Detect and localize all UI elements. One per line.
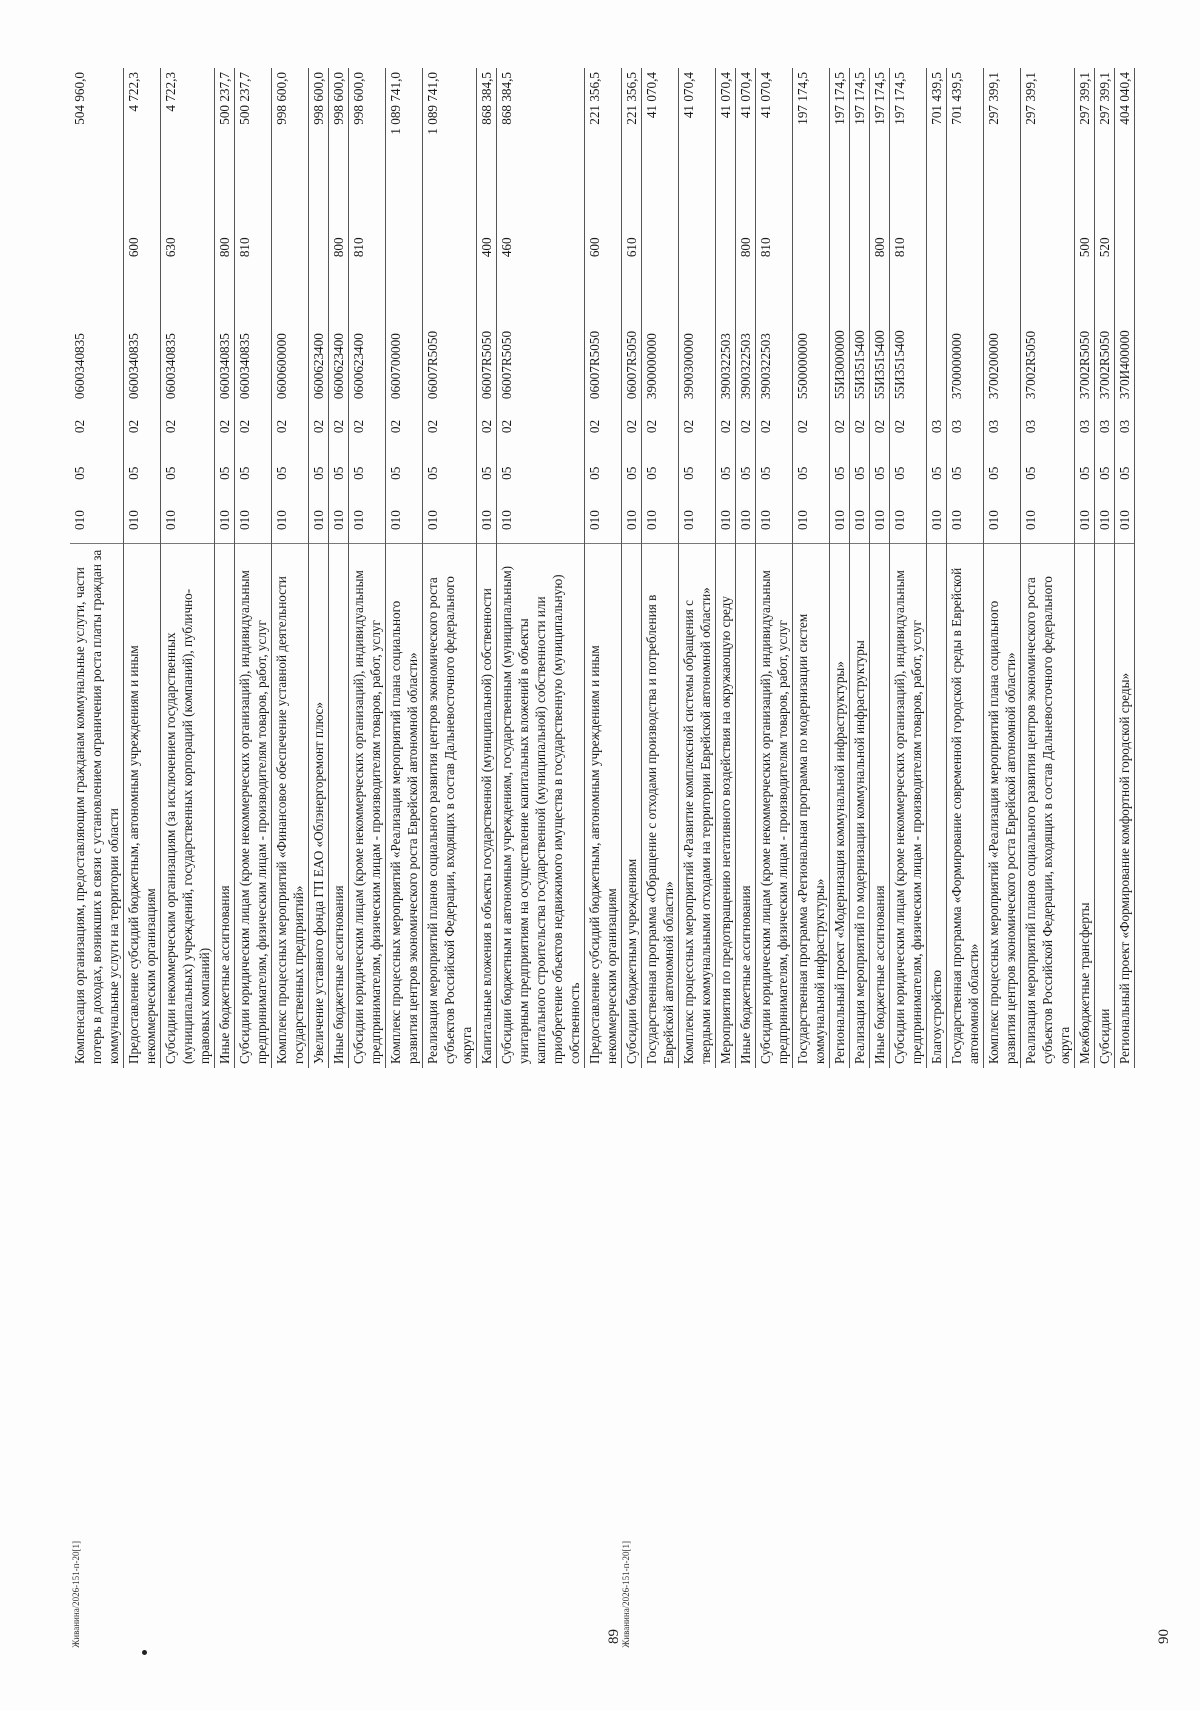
code-pr: 02	[736, 403, 756, 450]
code-csr: 3900322503	[716, 273, 736, 403]
code-rz: 05	[830, 450, 850, 497]
row-name: Иные бюджетные ассигнования	[870, 544, 890, 1068]
row-name: Мероприятия по предотвращению негативного воздействия на окружающую среду	[716, 544, 736, 1068]
scan-speck	[142, 1650, 147, 1655]
amount: 868 384,5	[477, 68, 497, 221]
code-rz: 05	[215, 450, 235, 497]
code-csr: 3900300000	[679, 273, 716, 403]
amount: 197 174,5	[830, 68, 850, 221]
code-rz: 05	[349, 450, 386, 497]
table-row	[215, 68, 235, 1068]
row-name: Субсидии бюджетным учреждениям	[622, 544, 642, 1068]
code-rz: 05	[1095, 450, 1115, 497]
amount: 500 237,7	[215, 68, 235, 221]
code-vr	[386, 221, 423, 273]
code-rz: 05	[161, 450, 215, 497]
amount: 998 600,0	[272, 68, 309, 221]
code-vr: 810	[349, 221, 386, 273]
code-vr	[830, 221, 850, 273]
amount: 504 960,0	[70, 68, 124, 221]
row-name: Государственная программа «Региональная программа по модернизации систем коммунальной инфраструктуры»	[793, 544, 830, 1068]
code-vr	[793, 221, 830, 273]
code-pr: 02	[850, 403, 870, 450]
code-csr: 370И400000	[1115, 273, 1135, 403]
document-page-left	[71, 28, 625, 1668]
code-csr: 06007R5050	[622, 273, 642, 403]
row-name: Благоустройство	[927, 544, 947, 1068]
code-gr: 010	[947, 497, 984, 544]
page-number: 90	[1156, 1629, 1172, 1644]
code-gr: 010	[1095, 497, 1115, 544]
code-gr: 010	[1021, 497, 1075, 544]
code-gr: 010	[386, 497, 423, 544]
code-gr: 010	[756, 497, 793, 544]
table-row	[585, 68, 622, 1068]
code-pr: 02	[870, 403, 890, 450]
code-rz: 05	[386, 450, 423, 497]
code-rz: 05	[497, 450, 585, 497]
code-csr: 06007R5050	[477, 273, 497, 403]
code-rz: 05	[756, 450, 793, 497]
row-name: Региональный проект «Формирование комфортной городской среды»	[1115, 544, 1135, 1068]
table-row	[309, 68, 329, 1068]
code-pr: 02	[161, 403, 215, 450]
row-name: Комплекс процессных мероприятий «Развитие комплексной системы обращения с твердыми коммунальными отходами на территории Еврейской автономной области»	[679, 544, 716, 1068]
row-name: Реализация мероприятий по модернизации коммунальной инфраструктуры	[850, 544, 870, 1068]
code-csr: 0600600000	[272, 273, 309, 403]
code-vr	[850, 221, 870, 273]
code-csr: 5500000000	[793, 273, 830, 403]
code-pr: 02	[642, 403, 679, 450]
row-name: Субсидии юридическим лицам (кроме некоммерческих организаций), индивидуальным предпринимателям, физическим лицам - производителям товаров, работ, услуг	[890, 544, 927, 1068]
amount: 4 722,3	[161, 68, 215, 221]
code-pr: 02	[756, 403, 793, 450]
table-row	[736, 68, 756, 1068]
table-row	[349, 68, 386, 1068]
code-rz: 05	[309, 450, 329, 497]
table-row	[423, 68, 477, 1068]
code-pr: 02	[830, 403, 850, 450]
code-vr: 460	[497, 221, 585, 273]
code-gr: 010	[793, 497, 830, 544]
code-pr: 02	[679, 403, 716, 450]
code-csr: 0600623400	[349, 273, 386, 403]
row-name: Межбюджетные трансферты	[1075, 544, 1095, 1068]
document-stamp: Живанина/2026-151-п-20[1]	[621, 1541, 631, 1648]
table-row	[1095, 68, 1115, 1068]
code-csr: 06007R5050	[585, 273, 622, 403]
code-csr	[927, 273, 947, 403]
row-name: Государственная программа «Формирование современной городской среды в Еврейской автономной области»	[947, 544, 984, 1068]
table-row	[1115, 68, 1135, 1068]
table-row	[870, 68, 890, 1068]
amount: 197 174,5	[850, 68, 870, 221]
table-row	[386, 68, 423, 1068]
table-row	[235, 68, 272, 1068]
amount: 41 070,4	[679, 68, 716, 221]
code-gr: 010	[497, 497, 585, 544]
code-vr	[1021, 221, 1075, 273]
code-rz: 05	[890, 450, 927, 497]
code-rz: 05	[679, 450, 716, 497]
code-pr: 02	[890, 403, 927, 450]
code-rz: 05	[642, 450, 679, 497]
row-name: Предоставление субсидий бюджетным, автономным учреждениям и иным некоммерческим организациям	[585, 544, 622, 1068]
code-rz: 05	[1021, 450, 1075, 497]
amount: 221 356,5	[585, 68, 622, 221]
row-name: Капитальные вложения в объекты государственной (муниципальной) собственности	[477, 544, 497, 1068]
row-name: Субсидии	[1095, 544, 1115, 1068]
code-vr	[309, 221, 329, 273]
code-vr	[642, 221, 679, 273]
amount: 197 174,5	[890, 68, 927, 221]
code-vr: 800	[215, 221, 235, 273]
code-rz: 05	[870, 450, 890, 497]
row-name: Иные бюджетные ассигнования	[215, 544, 235, 1068]
code-gr: 010	[124, 497, 161, 544]
row-name: Предоставление субсидий бюджетным, автономным учреждениям и иным некоммерческим организациям	[124, 544, 161, 1068]
amount: 4 722,3	[124, 68, 161, 221]
table-row	[1075, 68, 1095, 1068]
code-pr: 02	[585, 403, 622, 450]
row-name: Субсидии юридическим лицам (кроме некоммерческих организаций), индивидуальным предпринимателям, физическим лицам - производителям товаров, работ, услуг	[756, 544, 793, 1068]
code-vr	[927, 221, 947, 273]
code-csr: 3900322503	[736, 273, 756, 403]
row-name: Увеличение уставного фонда ГП ЕАО «Облэнергоремонт плюс»	[309, 544, 329, 1068]
table-row	[679, 68, 716, 1068]
amount: 701 439,5	[927, 68, 947, 221]
amount: 998 600,0	[329, 68, 349, 221]
amount: 297 399,1	[984, 68, 1021, 221]
code-vr: 610	[622, 221, 642, 273]
amount: 197 174,5	[870, 68, 890, 221]
row-name: Комплекс процессных мероприятий «Реализация мероприятий плана социального развития центров экономического роста Еврейской автономной области»	[386, 544, 423, 1068]
table-row	[793, 68, 830, 1068]
row-name: Иные бюджетные ассигнования	[329, 544, 349, 1068]
code-rz: 05	[272, 450, 309, 497]
table-row	[161, 68, 215, 1068]
code-rz: 05	[124, 450, 161, 497]
code-rz: 05	[850, 450, 870, 497]
code-pr: 03	[1095, 403, 1115, 450]
code-csr: 37002R5050	[1095, 273, 1115, 403]
code-pr: 02	[497, 403, 585, 450]
code-vr: 810	[756, 221, 793, 273]
code-pr: 02	[477, 403, 497, 450]
table-row	[642, 68, 679, 1068]
amount: 297 399,1	[1095, 68, 1115, 221]
code-rz: 05	[793, 450, 830, 497]
row-name: Субсидии некоммерческим организациям (за исключением государственных (муниципальных) учреждений, государственных корпораций (компаний), публично-правовых компаний)	[161, 544, 215, 1068]
table-row	[984, 68, 1021, 1068]
code-gr: 010	[890, 497, 927, 544]
table-row	[947, 68, 984, 1068]
code-vr	[272, 221, 309, 273]
code-pr: 03	[947, 403, 984, 450]
table-row	[850, 68, 870, 1068]
amount: 404 040,4	[1115, 68, 1135, 221]
code-vr	[1115, 221, 1135, 273]
code-pr: 03	[1075, 403, 1095, 450]
code-vr	[716, 221, 736, 273]
code-vr: 400	[477, 221, 497, 273]
code-rz: 05	[329, 450, 349, 497]
row-name: Субсидии юридическим лицам (кроме некоммерческих организаций), индивидуальным предпринимателям, физическим лицам - производителям товаров, работ, услуг	[349, 544, 386, 1068]
code-rz: 05	[927, 450, 947, 497]
code-csr: 3900322503	[756, 273, 793, 403]
code-csr: 37002R5050	[1021, 273, 1075, 403]
code-gr: 010	[642, 497, 679, 544]
code-rz: 05	[736, 450, 756, 497]
code-vr: 500	[1075, 221, 1095, 273]
code-vr	[947, 221, 984, 273]
table-row	[1021, 68, 1075, 1068]
code-csr: 0600623400	[329, 273, 349, 403]
code-pr: 02	[215, 403, 235, 450]
amount: 998 600,0	[349, 68, 386, 221]
amount: 868 384,5	[497, 68, 585, 221]
code-rz: 05	[235, 450, 272, 497]
code-csr: 0600340835	[161, 273, 215, 403]
row-name: Субсидии юридическим лицам (кроме некоммерческих организаций), индивидуальным предпринимателям, физическим лицам - производителям товаров, работ, услуг	[235, 544, 272, 1068]
code-rz: 05	[984, 450, 1021, 497]
code-rz: 05	[622, 450, 642, 497]
table-row	[716, 68, 736, 1068]
code-gr: 010	[272, 497, 309, 544]
row-name: Региональный проект «Модернизация коммунальной инфраструктуры»	[830, 544, 850, 1068]
table-row	[477, 68, 497, 1068]
code-pr: 02	[716, 403, 736, 450]
code-vr: 630	[161, 221, 215, 273]
code-rz: 05	[947, 450, 984, 497]
amount: 1 089 741,0	[386, 68, 423, 221]
code-pr: 02	[386, 403, 423, 450]
document-stamp: Живанина/2026-151-п-20[1]	[71, 1541, 81, 1648]
amount: 297 399,1	[1075, 68, 1095, 221]
code-gr: 010	[736, 497, 756, 544]
amount: 701 439,5	[947, 68, 984, 221]
row-name: Компенсация организациям, предоставляющим гражданам коммунальные услуги, части потерь в доходах, возникших в связи с установлением ограничения роста платы граждан за коммунальные услуги на территории области	[70, 544, 124, 1068]
code-vr: 800	[870, 221, 890, 273]
code-gr: 010	[679, 497, 716, 544]
code-pr: 02	[272, 403, 309, 450]
code-rz: 05	[1115, 450, 1135, 497]
code-pr: 02	[309, 403, 329, 450]
row-name: Комплекс процессных мероприятий «Финансовое обеспечение уставной деятельности государственных предприятий»	[272, 544, 309, 1068]
amount: 41 070,4	[736, 68, 756, 221]
amount: 197 174,5	[793, 68, 830, 221]
table-row	[124, 68, 161, 1068]
code-vr	[423, 221, 477, 273]
code-gr: 010	[1115, 497, 1135, 544]
code-gr: 010	[329, 497, 349, 544]
code-gr: 010	[235, 497, 272, 544]
row-name: Субсидии бюджетным и автономным учреждениям, государственным (муниципальным) унитарным предприятиям на осуществление капитальных вложений в объекты капитального строительства государственной (муниципальной) собственности или приобретение объектов недвижимого имущества в государственную (муниципальную) собственность	[497, 544, 585, 1068]
code-csr: 3900000000	[642, 273, 679, 403]
code-gr: 010	[716, 497, 736, 544]
code-pr: 02	[793, 403, 830, 450]
code-gr: 010	[622, 497, 642, 544]
code-pr: 03	[1021, 403, 1075, 450]
code-pr: 02	[423, 403, 477, 450]
code-vr	[984, 221, 1021, 273]
code-pr: 02	[124, 403, 161, 450]
code-rz: 05	[585, 450, 622, 497]
code-gr: 010	[70, 497, 124, 544]
code-gr: 010	[870, 497, 890, 544]
code-vr	[70, 221, 124, 273]
code-gr: 010	[850, 497, 870, 544]
code-vr: 600	[124, 221, 161, 273]
amount: 41 070,4	[756, 68, 793, 221]
code-vr: 810	[890, 221, 927, 273]
code-vr: 520	[1095, 221, 1115, 273]
code-vr: 810	[235, 221, 272, 273]
code-gr: 010	[830, 497, 850, 544]
row-name: Государственная программа «Обращение с отходами производства и потребления в Еврейской автономной области»	[642, 544, 679, 1068]
code-csr: 3700000000	[947, 273, 984, 403]
code-rz: 05	[716, 450, 736, 497]
code-gr: 010	[309, 497, 329, 544]
amount: 1 089 741,0	[423, 68, 477, 221]
code-gr: 010	[215, 497, 235, 544]
code-csr: 06007R5050	[423, 273, 477, 403]
code-gr: 010	[1075, 497, 1095, 544]
page-number: 89	[606, 1629, 622, 1644]
table-row	[497, 68, 585, 1068]
table-row	[756, 68, 793, 1068]
code-rz: 05	[70, 450, 124, 497]
code-csr: 0600700000	[386, 273, 423, 403]
code-vr: 600	[585, 221, 622, 273]
table-row	[70, 68, 124, 1068]
code-rz: 05	[1075, 450, 1095, 497]
code-csr: 55И3000000	[830, 273, 850, 403]
code-csr: 0600340835	[124, 273, 161, 403]
table-row	[830, 68, 850, 1068]
code-pr: 03	[1115, 403, 1135, 450]
code-pr: 03	[984, 403, 1021, 450]
code-gr: 010	[161, 497, 215, 544]
code-pr: 02	[235, 403, 272, 450]
code-csr: 55И3515400	[890, 273, 927, 403]
budget-table	[70, 68, 585, 1068]
code-rz: 05	[477, 450, 497, 497]
code-pr: 02	[349, 403, 386, 450]
amount: 500 237,7	[235, 68, 272, 221]
code-pr: 02	[329, 403, 349, 450]
table-row	[272, 68, 309, 1068]
row-name: Комплекс процессных мероприятий «Реализация мероприятий плана социального развития центров экономического роста Еврейской автономной области»	[984, 544, 1021, 1068]
code-csr: 55И3515400	[870, 273, 890, 403]
table-row	[622, 68, 642, 1068]
code-csr: 0600340835	[215, 273, 235, 403]
code-pr: 03	[927, 403, 947, 450]
code-csr: 55И3515400	[850, 273, 870, 403]
code-pr: 02	[622, 403, 642, 450]
amount: 221 356,5	[622, 68, 642, 221]
code-gr: 010	[927, 497, 947, 544]
code-gr: 010	[984, 497, 1021, 544]
code-vr: 800	[736, 221, 756, 273]
code-gr: 010	[477, 497, 497, 544]
code-csr: 3700200000	[984, 273, 1021, 403]
code-rz: 05	[423, 450, 477, 497]
budget-table	[585, 68, 1135, 1068]
code-csr: 0600340835	[235, 273, 272, 403]
row-name: Иные бюджетные ассигнования	[736, 544, 756, 1068]
code-gr: 010	[585, 497, 622, 544]
amount: 41 070,4	[642, 68, 679, 221]
amount: 41 070,4	[716, 68, 736, 221]
code-csr: 0600623400	[309, 273, 329, 403]
code-pr: 02	[70, 403, 124, 450]
code-csr: 37002R5050	[1075, 273, 1095, 403]
row-name: Реализация мероприятий планов социального развития центров экономического роста субъектов Российской Федерации, входящих в состав Дальневосточного федерального округа	[423, 544, 477, 1068]
table-row	[890, 68, 927, 1068]
code-vr	[679, 221, 716, 273]
table-row	[927, 68, 947, 1068]
amount: 297 399,1	[1021, 68, 1075, 221]
code-vr: 800	[329, 221, 349, 273]
code-gr: 010	[349, 497, 386, 544]
code-csr: 0600340835	[70, 273, 124, 403]
code-gr: 010	[423, 497, 477, 544]
amount: 998 600,0	[309, 68, 329, 221]
table-row	[329, 68, 349, 1068]
code-csr: 06007R5050	[497, 273, 585, 403]
row-name: Реализация мероприятий планов социального развития центров экономического роста субъектов Российской Федерации, входящих в состав Дальневосточного федерального округа	[1021, 544, 1075, 1068]
